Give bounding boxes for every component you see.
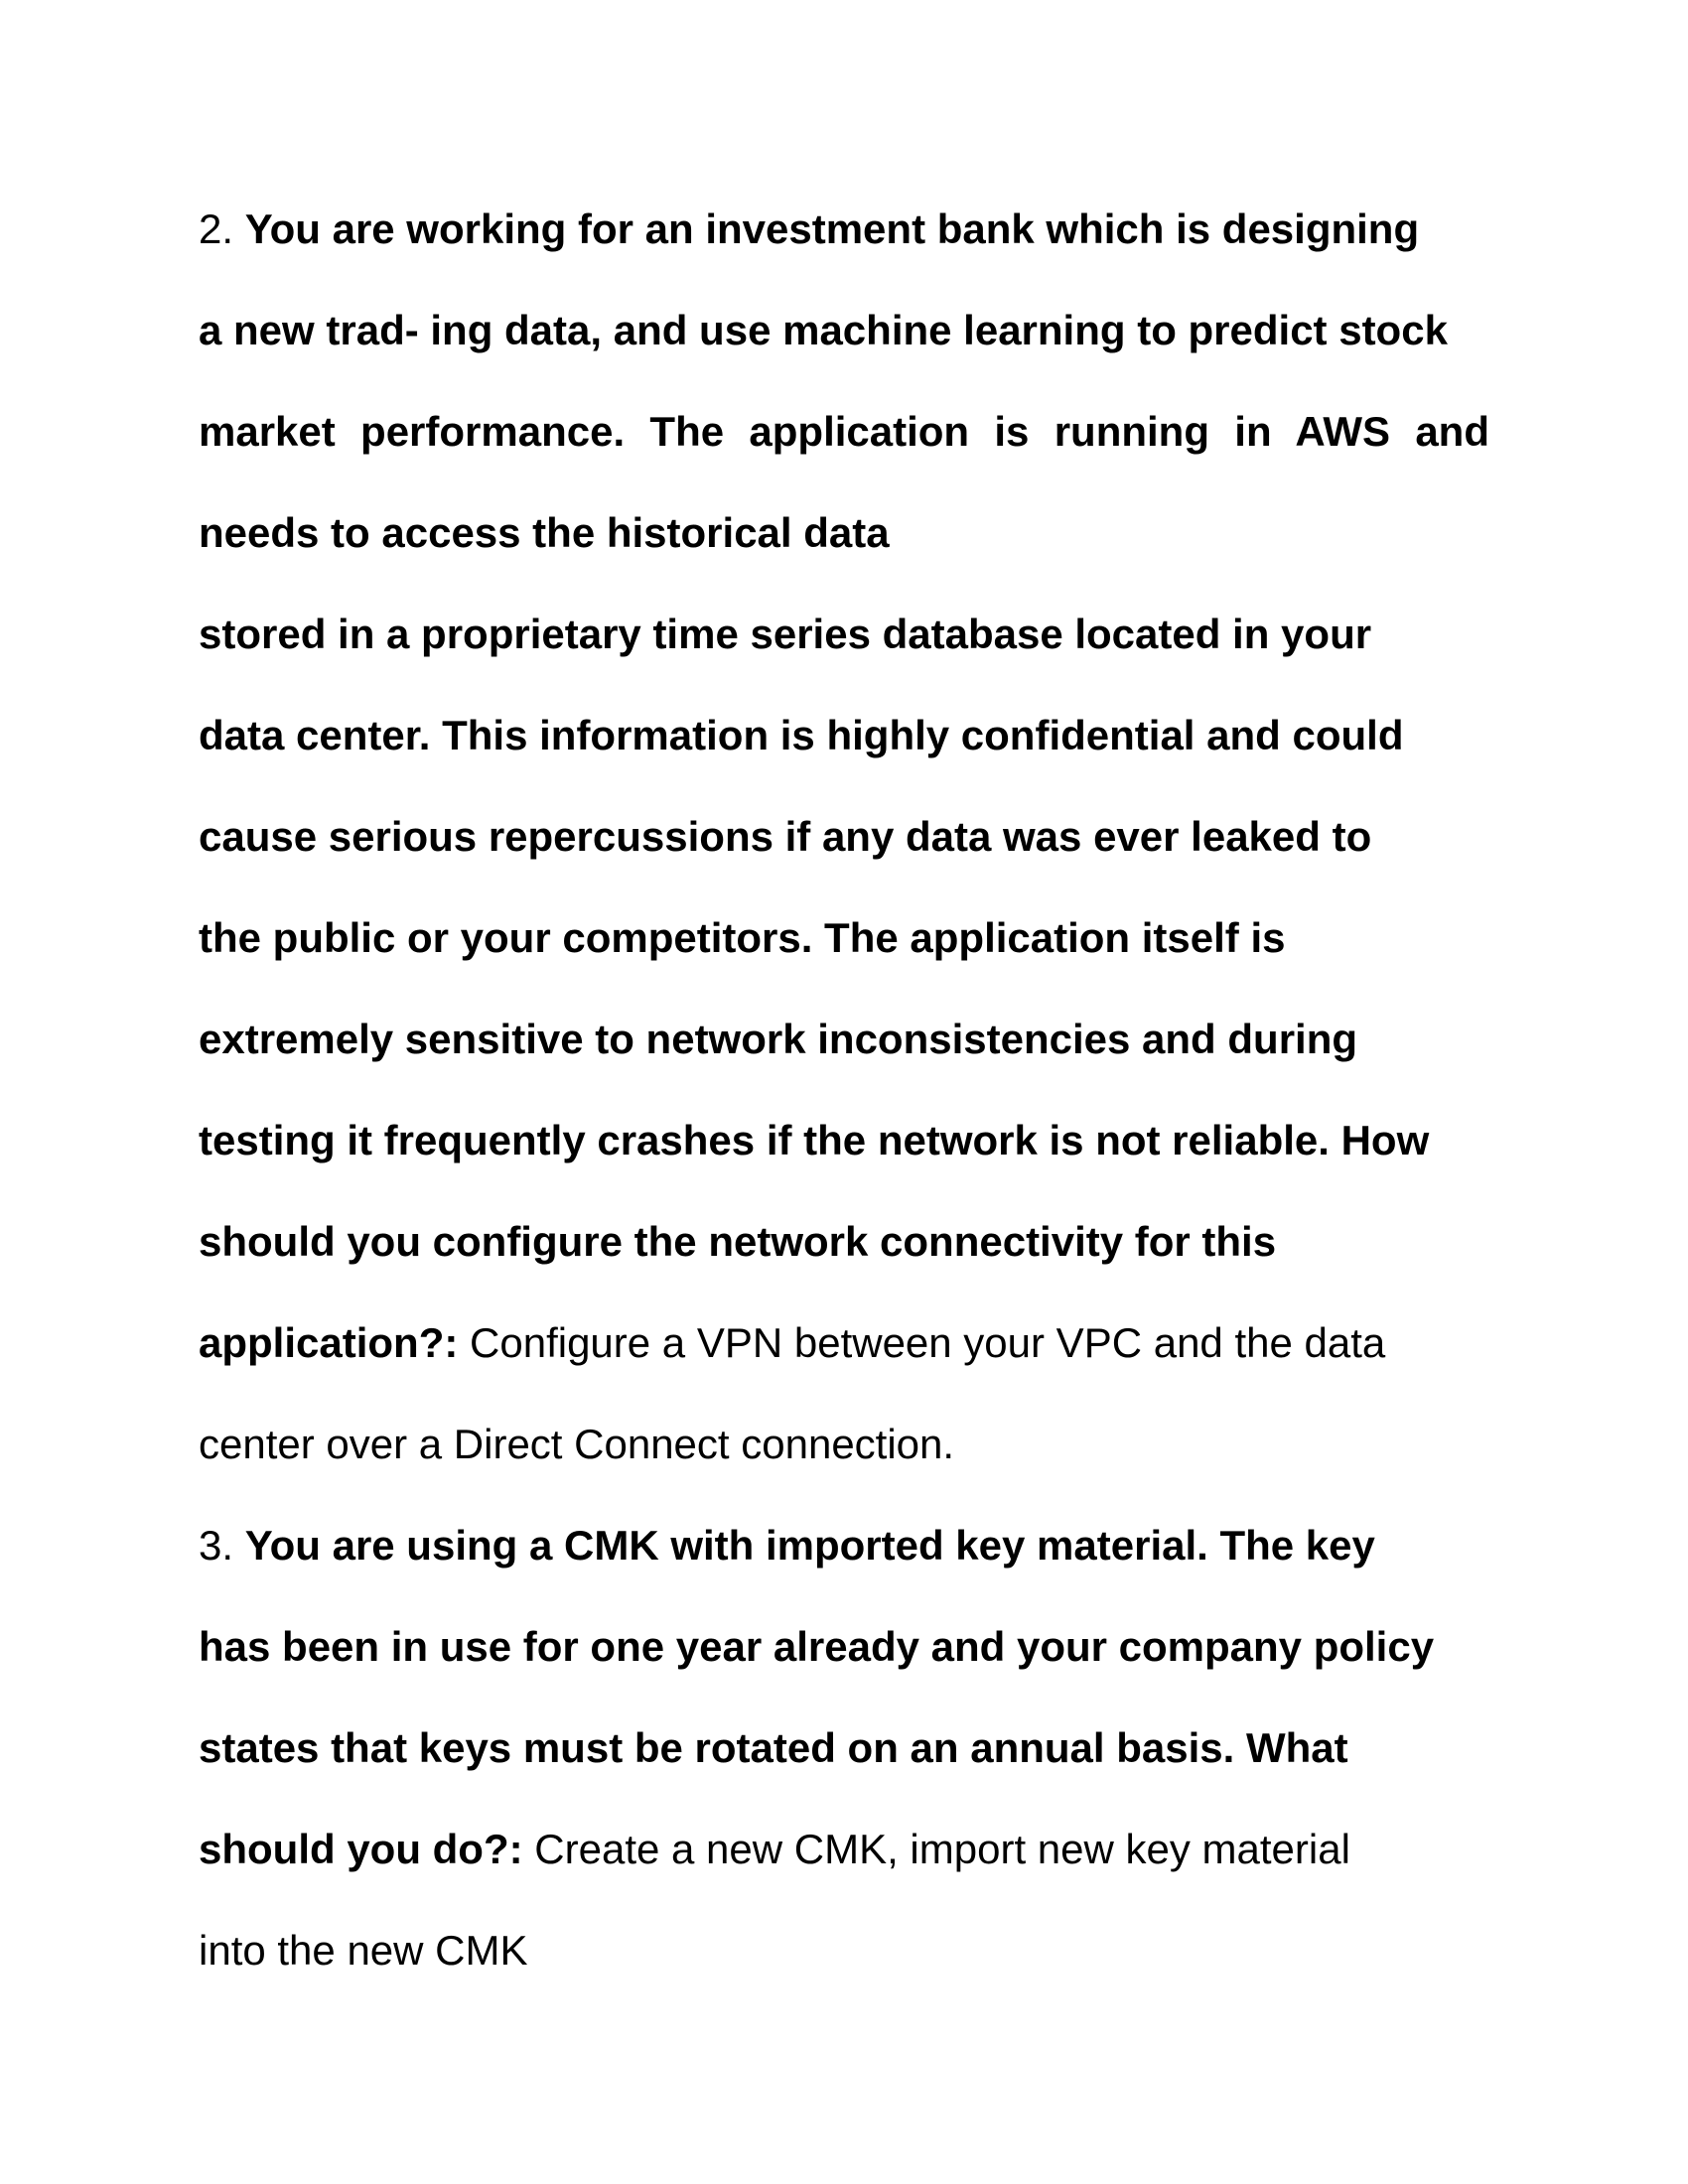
answer-text: into the new CMK <box>199 1927 528 1974</box>
question-line: 3. You are using a CMK with imported key material. The key <box>199 1522 1375 1569</box>
answer-text: center over a Direct Connect connection. <box>199 1421 955 1467</box>
question-line: states that keys must be rotated on an annual basis. What <box>199 1724 1348 1771</box>
question-line: 2. You are working for an investment bank which is designing <box>199 205 1420 252</box>
question-line: a new trad- ing data, and use machine learning to predict stock <box>199 307 1448 353</box>
question-number: 3. <box>199 1522 234 1569</box>
question-line: needs to access the historical data <box>199 509 890 556</box>
document-page <box>199 179 1489 2001</box>
question-3 <box>199 1495 1489 2001</box>
question-line: the public or your competitors. The application itself is <box>199 914 1286 961</box>
question-ending: application?: <box>199 1319 459 1366</box>
question-line: testing it frequently crashes if the network is not reliable. How <box>199 1117 1430 1163</box>
question-2 <box>199 179 1489 1495</box>
question-answer-line <box>199 1799 1489 1900</box>
question-line: market performance. The application is running in AWS and <box>199 408 1489 455</box>
question-line: should you configure the network connectivity for this <box>199 1218 1277 1265</box>
question-number: 2. <box>199 205 234 252</box>
question-answer-line <box>199 1293 1489 1394</box>
question-line: extremely sensitive to network inconsistencies and during <box>199 1016 1358 1062</box>
answer-text: Create a new CMK, import new key material <box>534 1826 1350 1872</box>
question-line: has been in use for one year already and your company policy <box>199 1623 1435 1670</box>
answer-text: Configure a VPN between your VPC and the data <box>470 1319 1386 1366</box>
question-ending: should you do?: <box>199 1826 523 1872</box>
question-line: stored in a proprietary time series database located in your <box>199 611 1372 657</box>
question-line: data center. This information is highly confidential and could <box>199 712 1404 758</box>
question-line: cause serious repercussions if any data was ever leaked to <box>199 813 1372 860</box>
